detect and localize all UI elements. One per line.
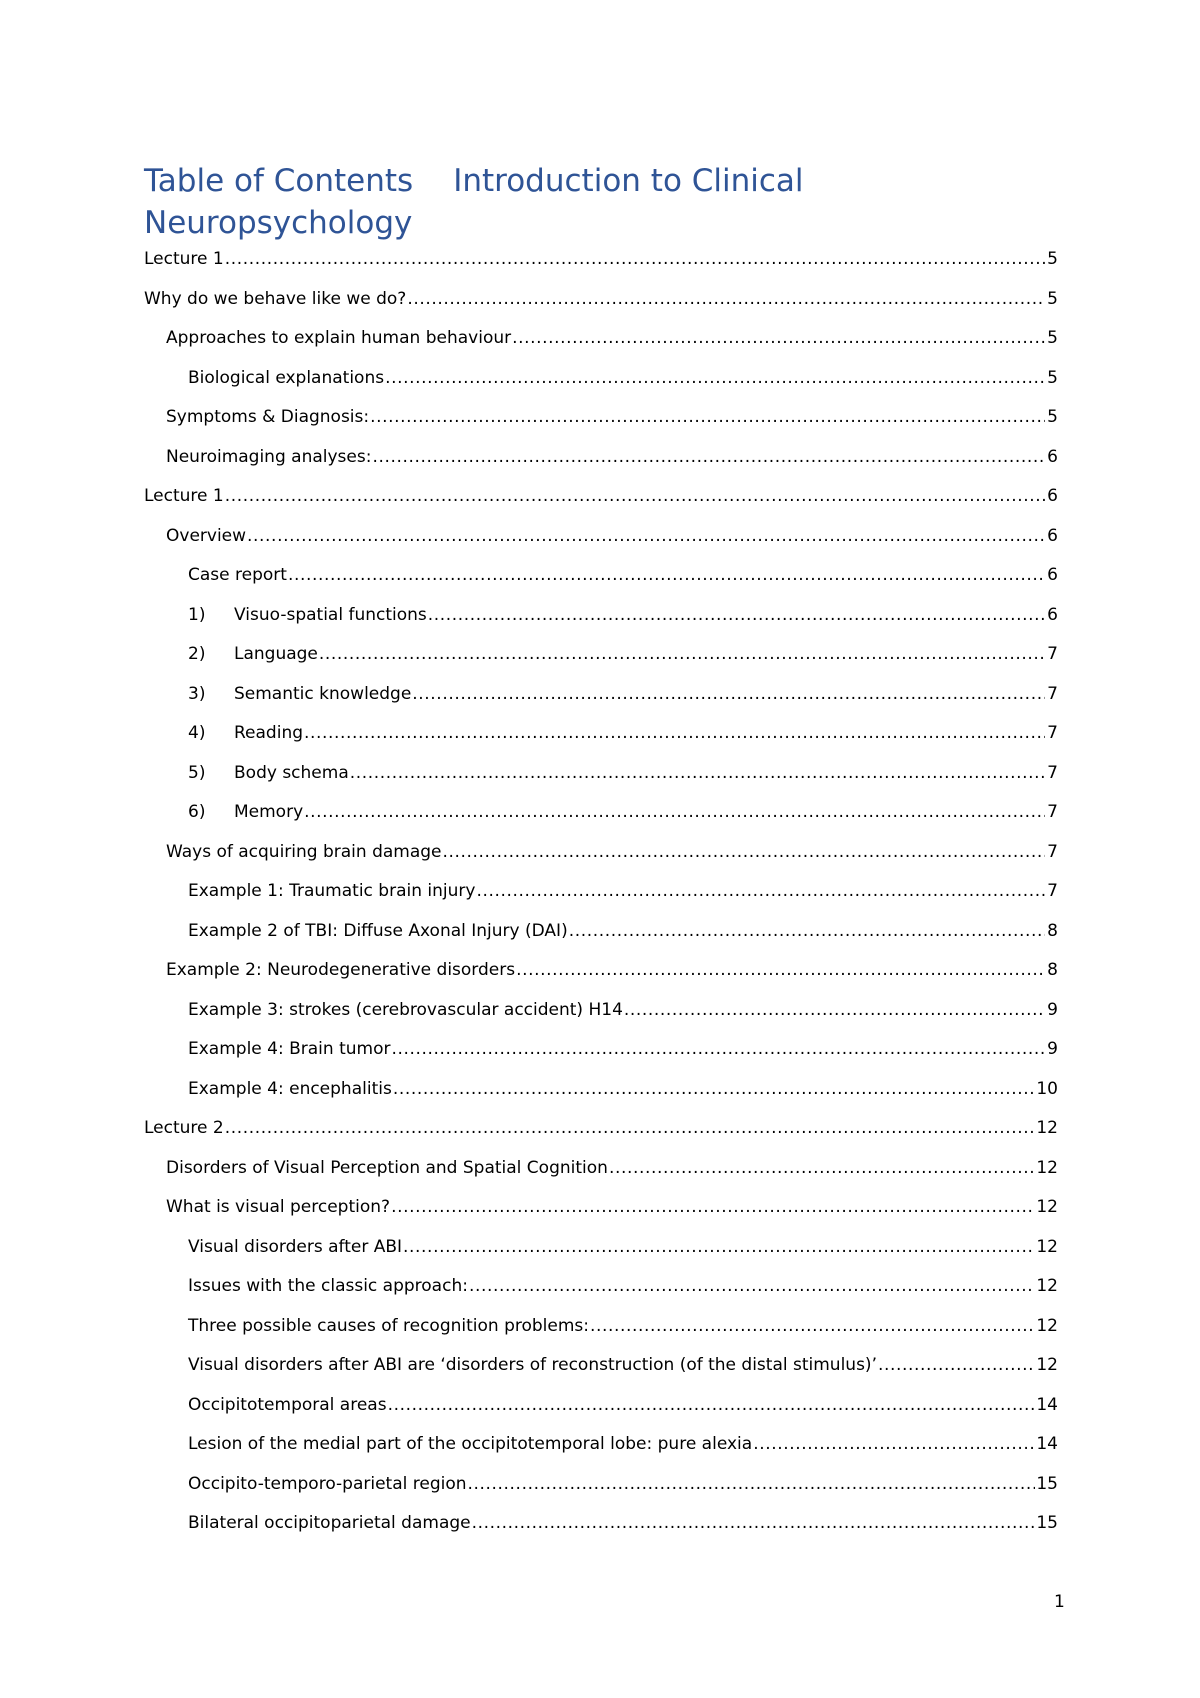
toc-entry[interactable]	[144, 1315, 1058, 1355]
toc-entry[interactable]	[144, 1117, 1058, 1157]
dot-leader	[569, 920, 1045, 942]
dot-leader	[609, 1157, 1035, 1179]
dot-leader	[225, 1117, 1036, 1139]
toc-entry-number: 2)	[188, 644, 206, 664]
toc-entry-page: 9	[1047, 1039, 1058, 1059]
toc-entry-number: 4)	[188, 723, 206, 743]
toc-entry[interactable]	[144, 722, 1058, 762]
toc-entry[interactable]	[144, 841, 1058, 881]
toc-entry-page: 5	[1047, 407, 1058, 427]
toc-entry-page: 8	[1047, 920, 1058, 941]
toc-entry[interactable]	[144, 1196, 1058, 1236]
toc-entry-page: 8	[1047, 960, 1058, 980]
toc-entry-page: 12	[1036, 1315, 1058, 1336]
document-title: Introduction to Clinical Neuropsychology	[144, 163, 804, 241]
toc-entry-page: 5	[1047, 249, 1058, 269]
toc-title	[144, 160, 1064, 244]
toc-entry-page: 15	[1036, 1473, 1058, 1494]
toc-entry-label: Example 2: Neurodegenerative disorders	[166, 960, 516, 980]
toc-entry-page: 12	[1036, 1157, 1058, 1178]
dot-leader	[512, 327, 1045, 349]
toc-entry-label: Visuo-spatial functions	[234, 604, 427, 625]
toc-entry[interactable]	[144, 1157, 1058, 1197]
toc-entry-label: Body schema	[234, 762, 349, 783]
toc-entry[interactable]	[144, 1512, 1058, 1552]
toc-entry-label: Lesion of the medial part of the occipitotemporal lobe: pure alexia	[188, 1434, 753, 1454]
toc-entry-page: 6	[1047, 486, 1058, 506]
toc-entry-page: 12	[1036, 1118, 1058, 1138]
dot-leader	[468, 1473, 1036, 1495]
toc-entry[interactable]	[144, 248, 1058, 288]
toc-entry-label: Example 1: Traumatic brain injury	[188, 881, 476, 901]
dot-leader	[370, 406, 1045, 428]
dot-leader	[472, 1512, 1036, 1534]
toc-entry-label: Approaches to explain human behaviour	[166, 328, 512, 348]
dot-leader	[304, 801, 1045, 823]
toc-entry-page: 12	[1036, 1355, 1058, 1375]
toc-entry-page: 5	[1047, 367, 1058, 388]
dot-leader	[388, 1394, 1036, 1416]
toc-entry-page: 12	[1036, 1276, 1058, 1296]
toc-entry[interactable]	[144, 1394, 1058, 1434]
toc-entry[interactable]	[144, 525, 1058, 565]
toc-entry-page: 6	[1047, 446, 1058, 467]
toc-entry-label: Symptoms & Diagnosis:	[166, 407, 370, 427]
toc-entry[interactable]	[144, 485, 1058, 525]
toc-entry-label: Example 4: Brain tumor	[188, 1039, 391, 1059]
toc-entry-page: 6	[1047, 565, 1058, 585]
toc-entry-label: Example 3: strokes (cerebrovascular accident) H14	[188, 999, 623, 1020]
dot-leader	[247, 525, 1045, 547]
toc-entry-page: 14	[1036, 1394, 1058, 1415]
dot-leader	[225, 485, 1045, 507]
toc-entry-page: 7	[1047, 683, 1058, 704]
toc-entry[interactable]	[144, 288, 1058, 328]
toc-entry-page: 12	[1036, 1197, 1058, 1217]
dot-leader	[624, 999, 1045, 1021]
dot-leader	[350, 762, 1045, 784]
toc-entry-label: Disorders of Visual Perception and Spatial Cognition	[166, 1157, 608, 1178]
toc-entry-page: 15	[1036, 1513, 1058, 1533]
toc-entry-label: Biological explanations	[188, 367, 385, 388]
dot-leader	[288, 564, 1045, 586]
toc-entry-page: 7	[1047, 881, 1058, 901]
toc-entry-label: Three possible causes of recognition problems:	[188, 1315, 590, 1336]
toc-entry-page: 12	[1036, 1236, 1058, 1257]
dot-leader	[372, 446, 1045, 468]
dot-leader	[443, 841, 1045, 863]
toc-entry[interactable]	[144, 1473, 1058, 1513]
dot-leader	[590, 1315, 1035, 1337]
toc-entry[interactable]	[144, 564, 1058, 604]
toc-entry-page: 14	[1036, 1434, 1058, 1454]
dot-leader	[403, 1236, 1035, 1258]
toc-entry-page: 5	[1047, 288, 1058, 309]
toc-entry[interactable]	[144, 683, 1058, 723]
toc-entry-label: What is visual perception?	[166, 1197, 391, 1217]
toc-heading: Table of Contents	[144, 163, 414, 199]
toc-entry[interactable]	[144, 1275, 1058, 1315]
dot-leader	[391, 1196, 1035, 1218]
toc-entry[interactable]	[144, 801, 1058, 841]
table-of-contents	[144, 248, 1058, 1552]
page-number: 1	[1054, 1592, 1065, 1612]
toc-entry-page: 9	[1047, 999, 1058, 1020]
dot-leader	[428, 604, 1045, 626]
toc-entry-label: Reading	[234, 723, 304, 743]
dot-leader	[407, 288, 1045, 310]
dot-leader	[225, 248, 1045, 270]
toc-entry-label: Memory	[234, 802, 304, 822]
toc-entry-label: Occipitotemporal areas	[188, 1394, 387, 1415]
toc-entry-label: Lecture 2	[144, 1118, 224, 1138]
toc-entry-page: 7	[1047, 841, 1058, 862]
toc-entry[interactable]	[144, 959, 1058, 999]
toc-entry[interactable]	[144, 604, 1058, 644]
toc-entry-label: Visual disorders after ABI are ‘disorders of reconstruction (of the distal stimulus)’	[188, 1355, 877, 1375]
toc-entry[interactable]	[144, 1236, 1058, 1276]
dot-leader	[412, 683, 1045, 705]
toc-entry-label: Language	[234, 644, 318, 664]
toc-entry-label: Ways of acquiring brain damage	[166, 841, 442, 862]
toc-entry-label: Semantic knowledge	[234, 683, 412, 704]
toc-entry-page: 5	[1047, 328, 1058, 348]
toc-entry-page: 7	[1047, 762, 1058, 783]
toc-entry[interactable]	[144, 406, 1058, 446]
toc-entry[interactable]	[144, 1078, 1058, 1118]
dot-leader	[391, 1038, 1045, 1060]
toc-entry-label: Issues with the classic approach:	[188, 1276, 468, 1296]
toc-entry[interactable]	[144, 1433, 1058, 1473]
toc-entry-label: Neuroimaging analyses:	[166, 446, 372, 467]
toc-entry-page: 7	[1047, 723, 1058, 743]
dot-leader	[516, 959, 1045, 981]
toc-entry[interactable]	[144, 880, 1058, 920]
dot-leader	[319, 643, 1045, 665]
toc-entry-page: 7	[1047, 802, 1058, 822]
toc-entry-label: Occipito-temporo-parietal region	[188, 1473, 467, 1494]
toc-entry[interactable]	[144, 1038, 1058, 1078]
toc-entry-label: Bilateral occipitoparietal damage	[188, 1513, 471, 1533]
dot-leader	[469, 1275, 1035, 1297]
dot-leader	[878, 1354, 1035, 1376]
dot-leader	[304, 722, 1045, 744]
toc-entry[interactable]	[144, 1354, 1058, 1394]
dot-leader	[753, 1433, 1035, 1455]
dot-leader	[393, 1078, 1036, 1100]
toc-entry-number: 5)	[188, 762, 206, 783]
toc-entry-page: 6	[1047, 525, 1058, 546]
toc-entry-number: 6)	[188, 802, 206, 822]
toc-entry-number: 3)	[188, 683, 206, 704]
toc-entry[interactable]	[144, 446, 1058, 486]
toc-entry-label: Example 4: encephalitis	[188, 1078, 392, 1099]
toc-entry-page: 6	[1047, 604, 1058, 625]
toc-entry-label: Example 2 of TBI: Diffuse Axonal Injury (DAI)	[188, 920, 568, 941]
toc-entry-label: Why do we behave like we do?	[144, 288, 407, 309]
toc-entry-number: 1)	[188, 604, 206, 625]
toc-entry-page: 7	[1047, 644, 1058, 664]
toc-entry[interactable]	[144, 762, 1058, 802]
toc-entry-label: Lecture 1	[144, 249, 224, 269]
toc-entry[interactable]	[144, 643, 1058, 683]
toc-entry-label: Lecture 1	[144, 486, 224, 506]
toc-entry-label: Overview	[166, 525, 247, 546]
toc-entry[interactable]	[144, 327, 1058, 367]
toc-entry-page: 10	[1036, 1078, 1058, 1099]
dot-leader	[476, 880, 1045, 902]
toc-entry-label: Case report	[188, 565, 287, 585]
dot-leader	[385, 367, 1045, 389]
toc-entry[interactable]	[144, 999, 1058, 1039]
toc-entry[interactable]	[144, 920, 1058, 960]
toc-entry[interactable]	[144, 367, 1058, 407]
toc-entry-label: Visual disorders after ABI	[188, 1236, 403, 1257]
